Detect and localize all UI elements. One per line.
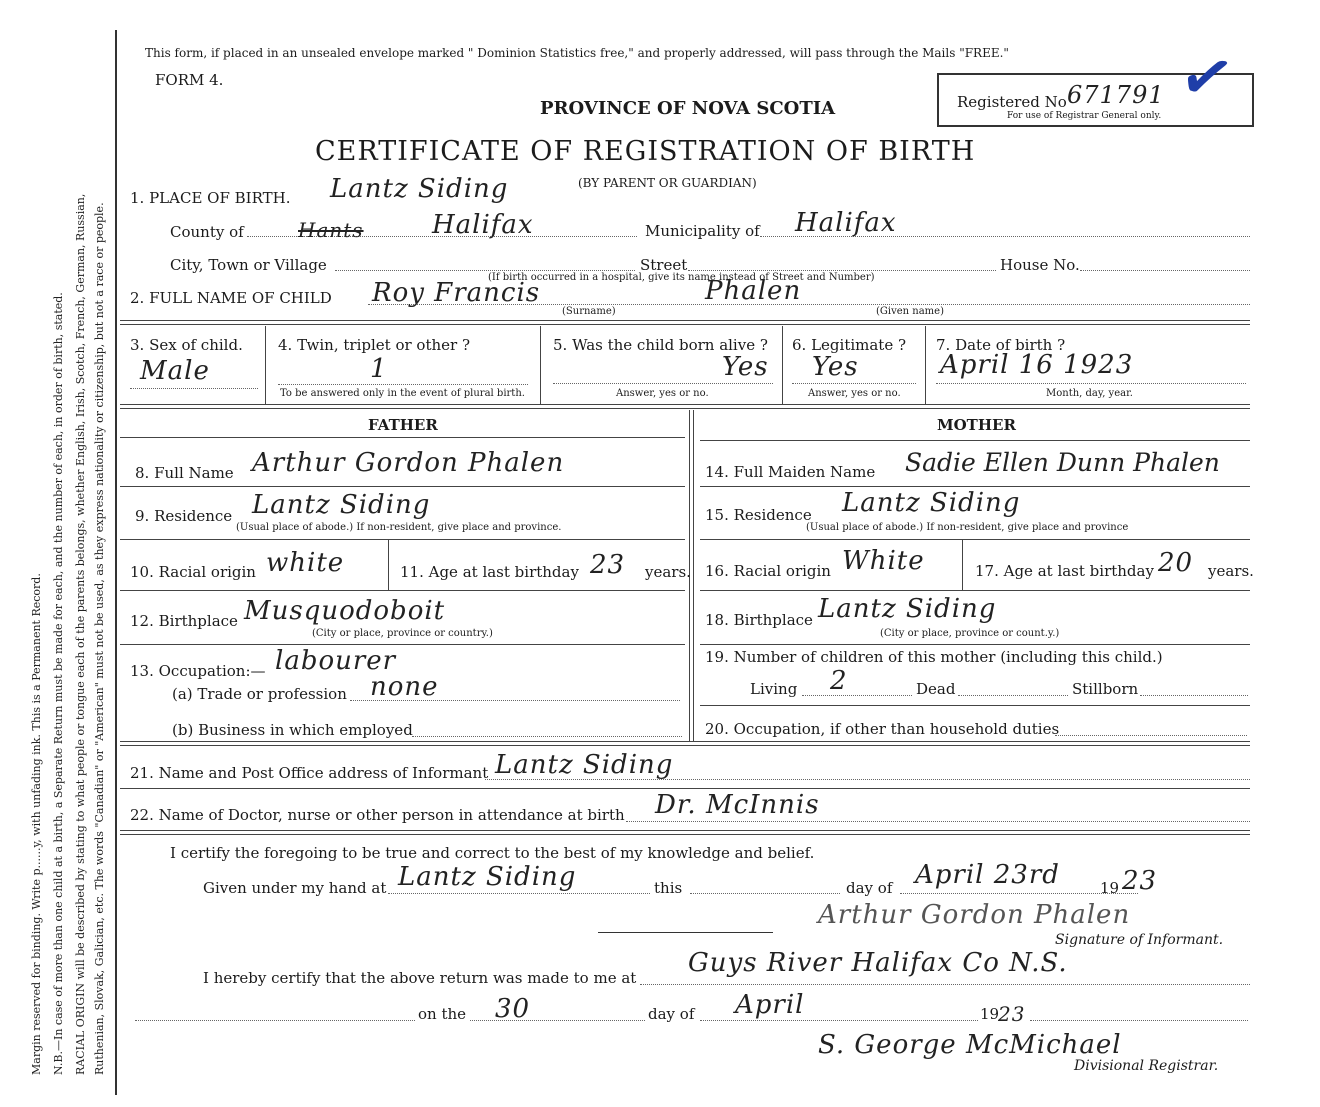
date-of-birth-label: 7. Date of birth ? xyxy=(936,336,1066,354)
postal-note: This form, if placed in an unsealed envelope marked " Dominion Statistics free," and properly addressed, will pass through the Mails "FREE." xyxy=(145,46,1009,60)
day-of-label-2: day of xyxy=(648,1005,695,1023)
this-label: this xyxy=(654,879,683,897)
father-age-label: 11. Age at last birthday xyxy=(400,563,579,581)
given-under-hand-label: Given under my hand at xyxy=(203,879,387,897)
mother-residence-label: 15. Residence xyxy=(705,506,812,524)
legitimate-note: Answer, yes or no. xyxy=(808,388,901,399)
informant-signature: Arthur Gordon Phalen xyxy=(818,900,1131,930)
county-value: Halifax xyxy=(432,210,534,240)
municipality-value: Halifax xyxy=(795,208,897,238)
mother-dead-label: Dead xyxy=(916,680,956,698)
place-of-birth-label: 1. PLACE OF BIRTH. xyxy=(130,189,291,207)
municipality-label: Municipality of xyxy=(645,222,760,240)
father-residence-label: 9. Residence xyxy=(135,507,233,525)
informant-label: 21. Name and Post Office address of Informant xyxy=(130,764,489,782)
mother-residence-value: Lantz Siding xyxy=(842,488,1021,518)
given-year-prefix: 19 xyxy=(1100,879,1120,897)
county-label: County of xyxy=(170,223,244,241)
legitimate-value: Yes xyxy=(812,352,859,382)
twin-label: 4. Twin, triplet or other ? xyxy=(278,336,470,354)
house-number-label: House No. xyxy=(1000,256,1080,274)
registrar-signature: S. George McMichael xyxy=(818,1030,1122,1060)
father-racial-value: white xyxy=(266,548,345,578)
child-given-name: Roy Francis xyxy=(372,278,541,308)
mother-residence-note: (Usual place of abode.) If non-resident, give place and province xyxy=(806,522,1129,533)
father-name-label: 8. Full Name xyxy=(135,464,234,482)
twin-note: To be answered only in the event of plural birth. xyxy=(280,388,525,399)
street-label: Street xyxy=(640,256,688,274)
on-the-label: on the xyxy=(418,1005,467,1023)
born-alive-value: Yes xyxy=(722,352,769,382)
father-birthplace-note: (City or place, province or country.) xyxy=(312,628,493,639)
hospital-note: (If birth occurred in a hospital, give its name instead of Street and Number) xyxy=(488,272,875,283)
date-of-birth-note: Month, day, year. xyxy=(1046,388,1133,399)
year2-prefix: 19 xyxy=(980,1005,1000,1023)
legitimate-label: 6. Legitimate ? xyxy=(792,336,907,354)
given-year-value: 23 xyxy=(1122,866,1158,896)
informant-signature-caption: Signature of Informant. xyxy=(1055,932,1224,948)
mother-heading: MOTHER xyxy=(937,416,1016,434)
margin-note-racial-origin-2: Ruthenian, Slovak, Galician, etc. The words "Canadian" or "American" must not be used, as they express nationality or citizenship, but not a race or people. xyxy=(93,202,106,1075)
date-of-birth-value: April 16 1923 xyxy=(940,350,1134,380)
father-business-label: (b) Business in which employed xyxy=(172,721,413,739)
mother-name-label: 14. Full Maiden Name xyxy=(705,463,876,481)
county-struck-value: Hants xyxy=(298,218,364,242)
mother-age-value: 20 xyxy=(1158,548,1194,578)
father-residence-note: (Usual place of abode.) If non-resident, give place and province. xyxy=(236,522,562,533)
born-alive-label: 5. Was the child born alive ? xyxy=(553,336,768,354)
child-name-label: 2. FULL NAME OF CHILD xyxy=(130,289,332,307)
sex-label: 3. Sex of child. xyxy=(130,336,243,354)
mother-age-label: 17. Age at last birthday xyxy=(975,562,1154,580)
child-surname: Phalen xyxy=(705,276,802,306)
surname-caption: (Surname) xyxy=(562,306,616,317)
registered-label: Registered No xyxy=(957,93,1067,111)
informant-value: Lantz Siding xyxy=(495,750,674,780)
doctor-label: 22. Name of Doctor, nurse or other person in attendance at birth xyxy=(130,806,625,824)
mother-children-label: 19. Number of children of this mother (including this child.) xyxy=(705,648,1163,666)
father-birthplace-label: 12. Birthplace xyxy=(130,612,238,630)
given-name-caption: (Given name) xyxy=(876,306,944,317)
mother-stillborn-label: Stillborn xyxy=(1072,680,1139,698)
father-name-value: Arthur Gordon Phalen xyxy=(252,448,565,478)
father-heading: FATHER xyxy=(368,416,438,434)
registrar-caption: Divisional Registrar. xyxy=(1074,1058,1219,1074)
given-date-value: April 23rd xyxy=(915,860,1060,890)
return-place-value: Guys River Halifax Co N.S. xyxy=(688,948,1068,978)
city-town-village-label: City, Town or Village xyxy=(170,256,327,274)
year2-value: 23 xyxy=(998,1002,1026,1026)
given-place-value: Lantz Siding xyxy=(398,862,577,892)
father-occupation-label: 13. Occupation:— xyxy=(130,662,266,680)
father-residence-value: Lantz Siding xyxy=(252,490,431,520)
checkmark-icon: ✓ xyxy=(1172,35,1241,120)
twin-value: 1 xyxy=(370,354,388,384)
mother-racial-label: 16. Racial origin xyxy=(705,562,831,580)
month-value: April xyxy=(735,990,805,1020)
place-of-birth-value: Lantz Siding xyxy=(330,174,509,204)
mother-birthplace-label: 18. Birthplace xyxy=(705,611,813,629)
father-birthplace-value: Musquodoboit xyxy=(244,596,446,626)
margin-note-racial-origin-1: RACIAL ORIGIN will be described by stating to what people or tongue each of the parents belongs, whether English, Irish, Scotch, French, German, Russian, xyxy=(74,193,87,1075)
on-the-value: 30 xyxy=(495,994,531,1024)
father-trade-label: (a) Trade or profession xyxy=(172,685,347,703)
father-age-unit: years. xyxy=(645,563,691,581)
registered-number: 671791 xyxy=(1067,81,1165,109)
mother-birthplace-value: Lantz Siding xyxy=(818,594,997,624)
sex-value: Male xyxy=(140,356,210,386)
mother-living-value: 2 xyxy=(830,666,848,696)
mother-name-value: Sadie Ellen Dunn Phalen xyxy=(905,448,1220,477)
mother-living-label: Living xyxy=(750,680,798,698)
mother-age-unit: years. xyxy=(1208,562,1254,580)
province-heading: PROVINCE OF NOVA SCOTIA xyxy=(540,98,836,119)
mother-racial-value: White xyxy=(842,546,925,576)
certify-statement: I certify the foregoing to be true and correct to the best of my knowledge and belief. xyxy=(170,844,815,862)
mother-occupation-label: 20. Occupation, if other than household duties xyxy=(705,720,1060,738)
father-occupation-value: labourer xyxy=(275,646,397,676)
registrar-note: For use of Registrar General only. xyxy=(1007,111,1162,121)
father-trade-value: none xyxy=(370,672,439,702)
born-alive-note: Answer, yes or no. xyxy=(616,388,709,399)
certificate-subtitle: (BY PARENT OR GUARDIAN) xyxy=(578,176,757,190)
doctor-value: Dr. McInnis xyxy=(655,790,820,820)
margin-note-binding: Margin reserved for binding. Write p......y, with unfading ink. This is a Permanent Record. xyxy=(30,573,43,1075)
margin-note-multiple-births: N.B.—In case of more than one child at a birth, a Separate Return must be made for each, and the number of each, in order of birth, stated. xyxy=(52,292,65,1075)
day-of-label: day of xyxy=(846,879,893,897)
certificate-title: CERTIFICATE OF REGISTRATION OF BIRTH xyxy=(315,136,976,167)
form-number: FORM 4. xyxy=(155,71,224,89)
return-made-label: I hereby certify that the above return was made to me at xyxy=(203,969,637,987)
father-age-value: 23 xyxy=(590,550,626,580)
father-racial-label: 10. Racial origin xyxy=(130,563,256,581)
mother-birthplace-note: (City or place, province or count.y.) xyxy=(880,628,1060,639)
